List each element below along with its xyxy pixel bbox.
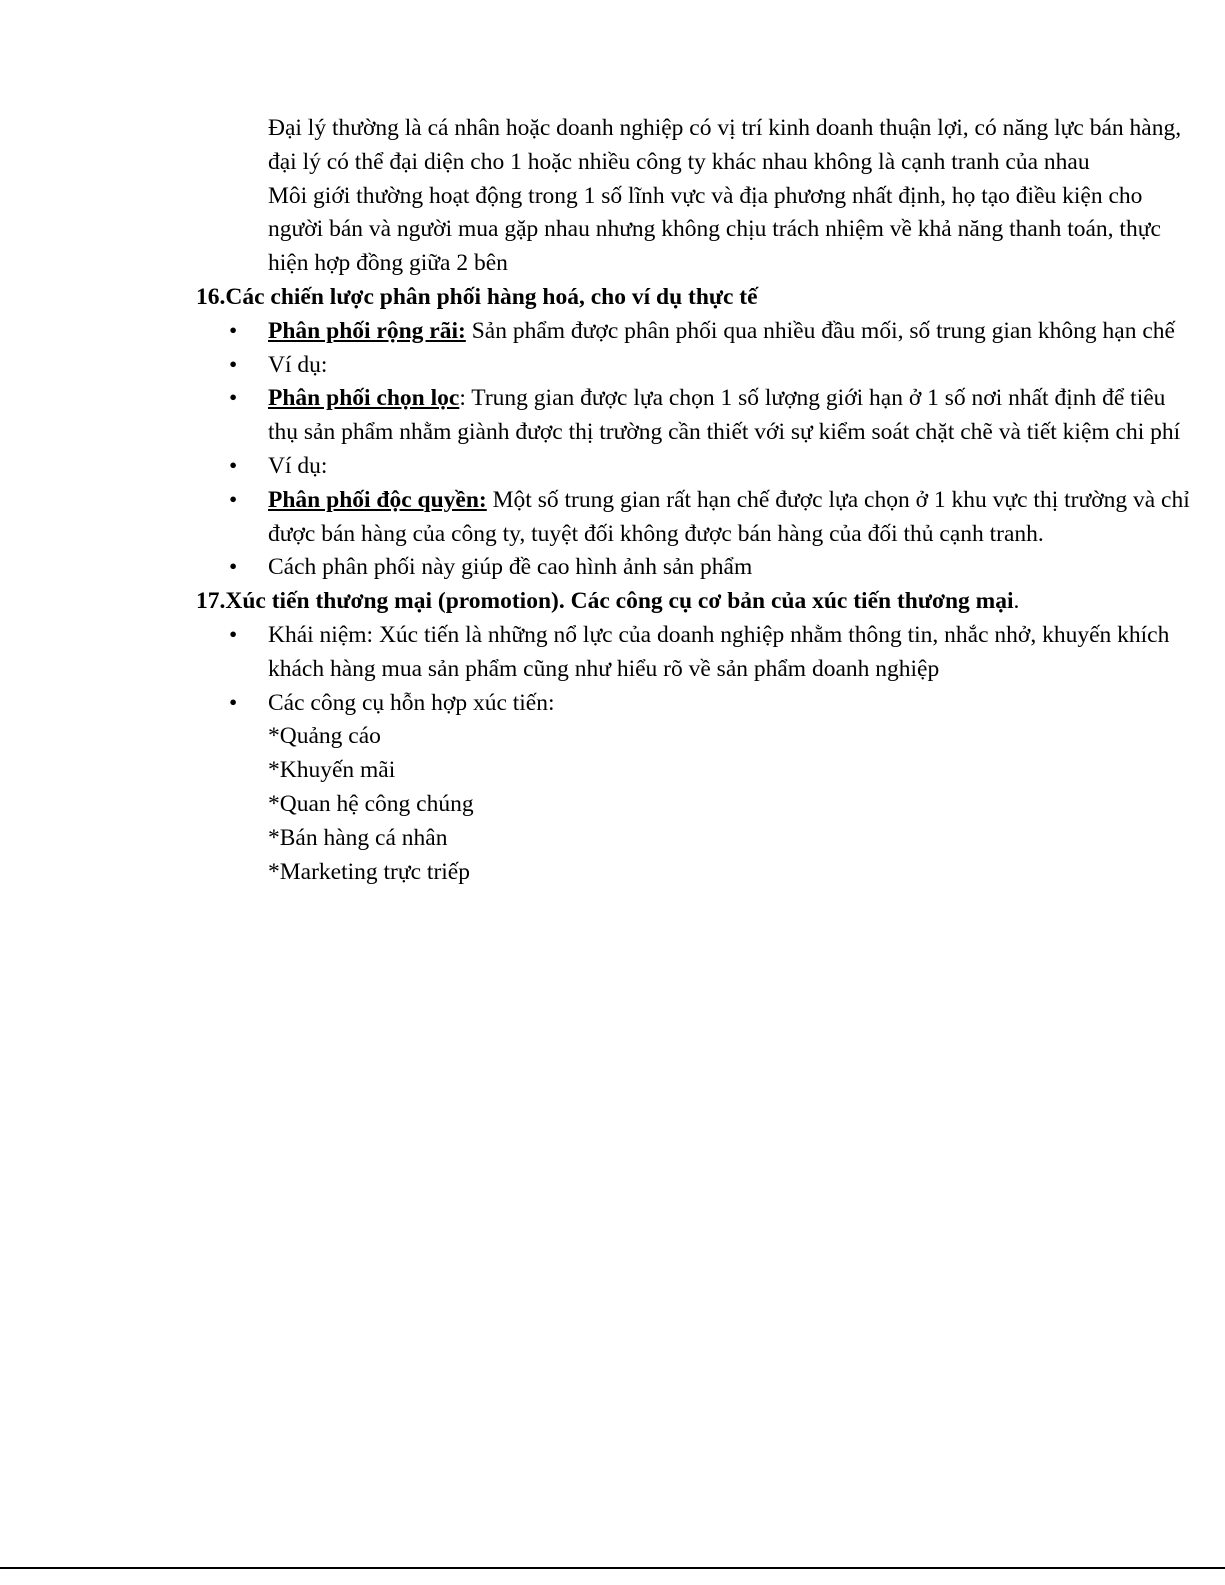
section-17-heading-text: 17.Xúc tiến thương mại (promotion). Các công cụ cơ bản của xúc tiến thương mại [196, 588, 1014, 615]
item-text: Khái niệm: Xúc tiến là những nổ lực của doanh nghiệp nhằm thông tin, nhắc nhở, khuyến khích khách hàng mua sản phẩm cũng như hiểu rõ về sản phẩm doanh nghiệp [268, 621, 1170, 682]
bullet-icon: • [229, 689, 238, 716]
term-selective-distribution: Phân phối chọn lọc [268, 385, 460, 412]
distribution-strategy-list [196, 315, 1196, 585]
bullet-icon: • [229, 452, 238, 479]
bullet-icon: • [229, 351, 238, 378]
bullet-icon: • [229, 621, 238, 648]
bullet-icon: • [229, 554, 238, 581]
term-exclusive-distribution: Phân phối độc quyền: [268, 486, 487, 513]
section-17-heading [196, 585, 1196, 619]
item-text: Cách phân phối này giúp đề cao hình ảnh sản phẩm [268, 554, 753, 581]
promotion-list [196, 619, 1196, 720]
bullet-icon: • [229, 317, 238, 344]
tool-direct-marketing: *Marketing trực triếp [268, 858, 470, 885]
list-item [196, 687, 1196, 721]
promotion-tools-list [196, 720, 1196, 889]
tool-advertising: *Quảng cáo [268, 723, 381, 750]
document-body [196, 112, 1196, 889]
tool-public-relations: *Quan hệ công chúng [268, 790, 474, 817]
list-item [196, 619, 1196, 687]
item-text: Ví dụ: [268, 452, 328, 479]
list-item [196, 450, 1196, 484]
term-wide-distribution: Phân phối rộng rãi: [268, 317, 466, 344]
list-item [196, 315, 1196, 349]
section-16-heading: 16.Các chiến lược phân phối hàng hoá, cho ví dụ thực tế [196, 283, 758, 310]
item-text: Sản phẩm được phân phối qua nhiều đầu mối, số trung gian không hạn chế [465, 317, 1175, 344]
tool-personal-selling: *Bán hàng cá nhân [268, 824, 448, 851]
item-text: Các công cụ hỗn hợp xúc tiến: [268, 689, 555, 716]
agent-paragraph: Đại lý thường là cá nhân hoặc doanh nghiệp có vị trí kinh doanh thuận lợi, có năng lực bán hàng, đại lý có thể đại diện cho 1 hoặc nhiều công ty khác nhau không là cạnh tranh của nhau [268, 115, 1182, 175]
broker-paragraph: Môi giới thường hoạt động trong 1 số lĩnh vực và địa phương nhất định, họ tạo điều kiện cho người bán và người mua gặp nhau nhưng không chịu trách nhiệm về khả năng thanh toán, thực hiện hợp đồng giữa 2 bên [268, 182, 1161, 277]
list-item [196, 349, 1196, 383]
list-item [196, 551, 1196, 585]
bullet-icon: • [229, 385, 238, 412]
intro-block [268, 112, 1196, 281]
tool-sales-promotion: *Khuyến mãi [268, 757, 396, 784]
item-text: : Trung gian được lựa chọn 1 số lượng giới hạn ở 1 số nơi nhất định để tiêu thụ sản phẩm nhằm giành được thị trường cần thiết với sự kiểm soát chặt chẽ và tiết kiệm chi phí [268, 385, 1181, 446]
page-bottom-border [0, 1567, 1225, 1569]
section-17-heading-period: . [1013, 588, 1020, 615]
item-text: Ví dụ: [268, 351, 328, 378]
item-text: Một số trung gian rất hạn chế được lựa chọn ở 1 khu vực thị trường và chỉ được bán hàng của công ty, tuyệt đối không được bán hàng của đối thủ cạnh tranh. [268, 486, 1190, 547]
list-item [196, 382, 1196, 450]
bullet-icon: • [229, 486, 238, 513]
list-item [196, 484, 1196, 552]
